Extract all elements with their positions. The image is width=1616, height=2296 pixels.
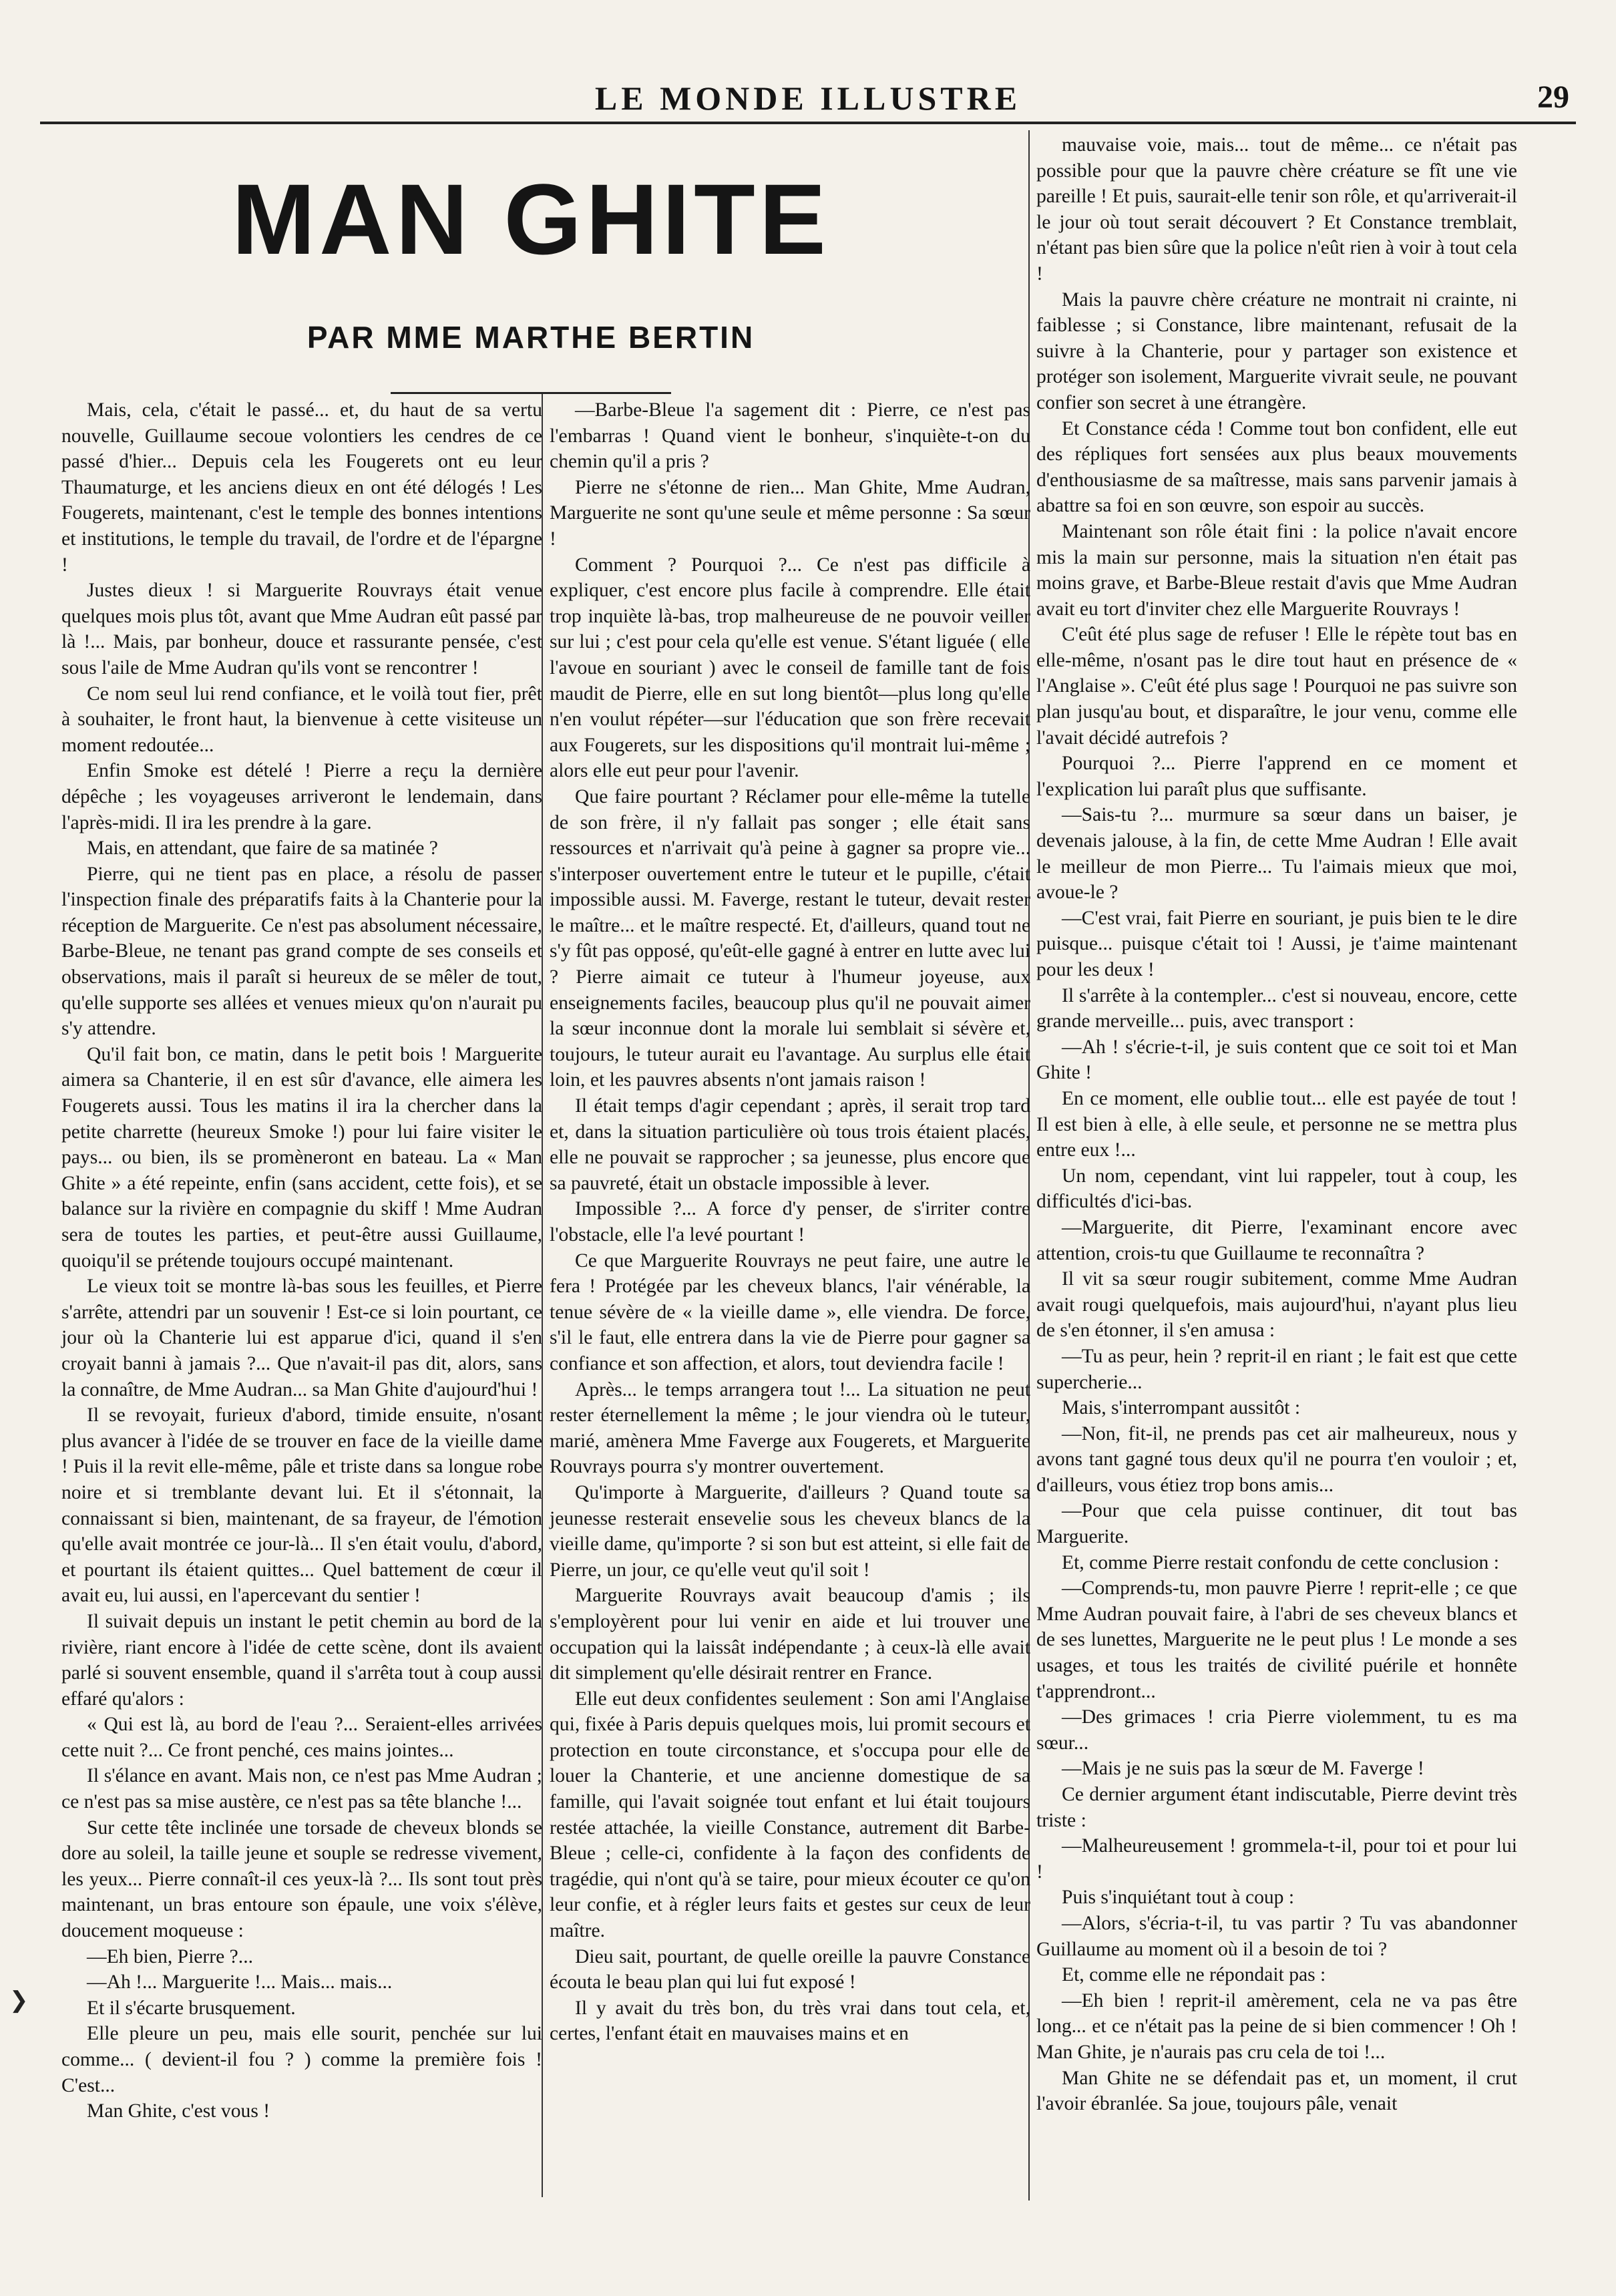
paragraph: Mais la pauvre chère créature ne montrait ni crainte, ni faiblesse ; si Constance, libre maintenant, refusait de la suivre à la Chanterie, pour y partager son existence et protéger son isolement, Marguerite vivrait seule, ne pouvant confier son secret à une étrangère. bbox=[1036, 289, 1517, 413]
paragraph: Dieu sait, pourtant, de quelle oreille la pauvre Constance écouta le beau plan qui lui fut exposé ! bbox=[550, 1945, 1030, 1993]
paragraph: Justes dieux ! si Marguerite Rouvrays était venue quelques mois plus tôt, avant que Mme Audran eût passé par là !... Mais, par bonheur, douce et rassurante pensée, c'est sous l'aile de Mme Audran qu'ils vont se rencontrer ! bbox=[61, 580, 542, 679]
text-column-1 bbox=[61, 397, 542, 2124]
page-number: 29 bbox=[1537, 79, 1569, 115]
paragraph: Le vieux toit se montre là-bas sous les feuilles, et Pierre s'arrête, attendri par un souvenir ! Est-ce si loin pourtant, ce jour où la Chanterie lui est apparue d'ici, quand il s'en croyait banni à jamais ?... Que n'avait-il pas dit, alors, sans la connaître, de Mme Audran... sa Man Ghite d'aujourd'hui ! bbox=[61, 1276, 542, 1400]
paragraph: —Barbe-Bleue l'a sagement dit : Pierre, ce n'est pas l'embarras ! Quand vient le bonheur, s'inquiète-t-on du chemin qu'il a pris ? bbox=[550, 399, 1030, 473]
paragraph: mauvaise voie, mais... tout de même... ce n'était pas possible pour que la pauvre chère créature se fît une vie pareille ! Et puis, saurait-elle tenir son rôle, et qu'arriverait-il le jour où tout serait découvert ? Et Constance tremblait, n'étant pas bien sûre que la police n'eût rien à voir à tout cela ! bbox=[1036, 134, 1517, 284]
paragraph: —Marguerite, dit Pierre, l'examinant encore avec attention, crois-tu que Guillaume te reconnaîtra ? bbox=[1036, 1216, 1517, 1264]
paragraph: Man Ghite, c'est vous ! bbox=[87, 2100, 270, 2122]
paragraph: Il vit sa sœur rougir subitement, comme Mme Audran avait rougi quelquefois, mais aujourd'hui, n'ayant plus lieu de s'en étonner, il s'en amusa : bbox=[1036, 1268, 1517, 1342]
paragraph: Il s'arrête à la contempler... c'est si nouveau, encore, cette grande merveille... puis, avec transport : bbox=[1036, 984, 1517, 1032]
paragraph: Et, comme elle ne répondait pas : bbox=[1062, 1964, 1326, 1986]
paragraph: Pierre ne s'étonne de rien... Man Ghite, Mme Audran, Marguerite ne sont qu'une seule et même personne : Sa sœur ! bbox=[550, 476, 1030, 550]
paragraph: Elle eut deux confidentes seulement : Son ami l'Anglaise qui, fixée à Paris depuis quelques mois, lui promit secours et protection en toute circonstance, et s'occupa pour elle de louer la Chanterie, et une ancienne domestique de sa famille, qui l'avait soignée tout enfant et lui était toujours restée attachée, la vieille Constance, autrement dit Barbe-Bleue ; celle-ci, confidente à la façon des confidents de tragédie, qui n'ont qu'à se taire, pour mieux écouter ce qu'on leur confie, et à régler leurs faits et gestes sur ceux de leur maître. bbox=[550, 1688, 1030, 1942]
paragraph: Que faire pourtant ? Réclamer pour elle-même la tutelle de son frère, il n'y fallait pas songer ; elle était sans ressources et n'arrivait qu'à peine à gagner sa propre vie... s'interposer ouvertement entre le tuteur et le pupille, c'était impossible aussi. M. Faverge, restant le tuteur, devait rester le maître... et le maître respecté. Et, d'ailleurs, quand tout ne s'y fût pas opposé, qu'eût-elle gagné à entrer en lutte avec lui ? Pierre aimait ce tuteur à l'humeur joyeuse, aux enseignements faciles, beaucoup plus qu'il ne pouvait aimer la sœur inconnue dont la morale lui semblait si sévère et, toujours, le tuteur aurait eu l'avantage. Au surplus elle était loin, et les pauvres absents n'ont jamais raison ! bbox=[550, 785, 1030, 1091]
paragraph: —Des grimaces ! cria Pierre violemment, tu es ma sœur... bbox=[1036, 1706, 1517, 1754]
paragraph: Et, comme Pierre restait confondu de cette conclusion : bbox=[1062, 1551, 1499, 1573]
paragraph: Ce nom seul lui rend confiance, et le voilà tout fier, prêt à souhaiter, le front haut, la bienvenue à cette visiteuse un moment redoutée... bbox=[61, 683, 542, 756]
article-byline: PAR MME MARTHE BERTIN bbox=[307, 319, 755, 355]
paragraph: —Malheureusement ! grommela-t-il, pour toi et pour lui ! bbox=[1036, 1835, 1517, 1883]
paragraph: —Non, fit-il, ne prends pas cet air malheureux, nous y avons tant gagné tous deux qu'il ne pourra t'en vouloir ; et, d'ailleurs, vous étiez trop bons amis... bbox=[1036, 1422, 1517, 1496]
paragraph: Maintenant son rôle était fini : la police n'avait encore mis la main sur personne, mais la situation n'en était pas moins grave, et Barbe-Bleue restait d'avis que Mme Audran avait eu tort d'inviter chez elle Marguerite Rouvrays ! bbox=[1036, 520, 1517, 620]
paragraph: Mais, cela, c'était le passé... et, du haut de sa vertu nouvelle, Guillaume secoue volontiers les cendres de ce passé d'hier... Depuis cela les Fougerets ont eu leur Thaumaturge, et les anciens dieux en ont été délogés ! Les Fougerets, maintenant, c'est le temple des bonnes intentions et institutions, le temple du travail, de l'ordre et de l'épargne ! bbox=[61, 399, 542, 576]
running-header bbox=[47, 79, 1569, 126]
paragraph: —Comprends-tu, mon pauvre Pierre ! reprit-elle ; ce que Mme Audran pouvait faire, à l'abri de ses cheveux blancs et de ses lunettes, Marguerite ne le peut plus ! Le monde a ses usages, et tous les traités de civilité puérile et honnête t'apprendront... bbox=[1036, 1577, 1517, 1702]
paragraph: —Tu as peur, hein ? reprit-il en riant ; le fait est que cette supercherie... bbox=[1036, 1345, 1517, 1393]
paragraph: Il se revoyait, furieux d'abord, timide ensuite, n'osant plus avancer à l'idée de se trouver en face de la vieille dame ! Puis il la revit elle-même, pâle et triste dans sa longue robe noire et si tremblante devant lui. Et il s'étonnait, la connaissant si bien, maintenant, de sa frayeur, de l'émotion qu'elle avait montrée ce jour-là... Il s'en était voulu, d'abord, et pourtant ils étaient quittes... Quel battement de cœur il avait eu, lui aussi, en l'apercevant du sentier ! bbox=[61, 1404, 542, 1607]
text-column-3 bbox=[1036, 132, 1517, 2117]
paragraph: Sur cette tête inclinée une torsade de cheveux blonds se dore au soleil, la taille jeune et souple se redresse vivement, les yeux... Pierre connaît-il ces yeux-là ?... Ils sont tout près maintenant, un bras entoure son épaule, une voix s'élève, doucement moqueuse : bbox=[61, 1816, 542, 1942]
paragraph: Ce que Marguerite Rouvrays ne peut faire, une autre le fera ! Protégée par les cheveux blancs, l'air vénérable, la tenue sévère de « la vieille dame », elle viendra. De force, s'il le faut, elle entrera dans la vie de Pierre pour gagner sa confiance et son affection, et alors, tout deviendra facile ! bbox=[550, 1250, 1030, 1374]
paragraph: Comment ? Pourquoi ?... Ce n'est pas difficile à expliquer, c'est encore plus facile à comprendre. Elle était trop inquiète là-bas, trop malheureuse de ne pouvoir veiller sur lui ; c'est pour cela qu'elle est venue. S'étant liguée ( elle l'avoue en souriant ) avec le conseil de famille tant de fois maudit de Pierre, elle en sut long bientôt—plus long qu'elle n'en voulut répéter—sur l'éducation que son frère recevait aux Fougerets, sur les dispositions qu'il montrait lui-même ; alors elle eut peur pour l'avenir. bbox=[550, 554, 1030, 782]
paragraph: Marguerite Rouvrays avait beaucoup d'amis ; ils s'employèrent pour lui venir en aide et lui trouver une occupation qui la laissât indépendante ; à ceux-là elle avait dit simplement qu'elle désirait rentrer en France. bbox=[550, 1585, 1030, 1684]
paragraph: Il suivait depuis un instant le petit chemin au bord de la rivière, riant encore à l'idée de cette scène, dont ils avaient parlé si souvent ensemble, quand il s'arrêta tout à coup aussi effaré qu'alors : bbox=[61, 1610, 542, 1710]
paragraph: Après... le temps arrangera tout !... La situation ne peut rester éternellement la même ; le jour viendra où le tuteur, marié, amènera Mme Faverge aux Fougerets, et Marguerite Rouvrays pourra s'y montrer ouvertement. bbox=[550, 1378, 1030, 1478]
paragraph: —Ah !... Marguerite !... Mais... mais... bbox=[87, 1971, 393, 1993]
paragraph: —Pour que cela puisse continuer, dit tout bas Marguerite. bbox=[1036, 1500, 1517, 1548]
paragraph: Elle pleure un peu, mais elle sourit, penchée sur lui comme... ( devient-il fou ? ) comme la première fois ! C'est... bbox=[61, 2023, 542, 2096]
paragraph: Ce dernier argument étant indiscutable, Pierre devint très triste : bbox=[1036, 1784, 1517, 1831]
paragraph: —C'est vrai, fait Pierre en souriant, je puis bien te le dire puisque... puisque c'était toi ! Aussi, je t'aime maintenant pour les deux ! bbox=[1036, 907, 1517, 980]
paragraph: Il y avait du très bon, du très vrai dans tout cela, et, certes, l'enfant était en mauvaises mains et en bbox=[550, 1997, 1030, 2045]
paragraph: —Sais-tu ?... murmure sa sœur dans un baiser, je devenais jalouse, à la fin, de cette Mme Audran ! Elle avait le meilleur de mon Pierre... Tu l'aimais mieux que moi, avoue-le ? bbox=[1036, 804, 1517, 904]
journal-title: LE MONDE ILLUSTRE bbox=[594, 79, 1022, 117]
paragraph: Un nom, cependant, vint lui rappeler, tout à coup, les difficultés d'ici-bas. bbox=[1036, 1165, 1517, 1213]
paragraph: « Qui est là, au bord de l'eau ?... Seraient-elles arrivées cette nuit ?... Ce front penché, ces mains jointes... bbox=[61, 1714, 542, 1761]
paragraph: Enfin Smoke est dételé ! Pierre a reçu la dernière dépêche ; les voyageuses arriveront le lendemain, dans l'après-midi. Il ira les prendre à la gare. bbox=[61, 760, 542, 833]
article-title-block bbox=[60, 163, 1002, 394]
paragraph: Qu'importe à Marguerite, d'ailleurs ? Quand toute sa jeunesse resterait ensevelie sous les cheveux blancs de la vieille dame, qu'importe ? si son but est atteint, si elle fait de Pierre, un jour, ce qu'elle veut qu'il soit ! bbox=[550, 1481, 1030, 1581]
margin-mark: ❯ bbox=[9, 1988, 29, 2013]
paragraph: Il était temps d'agir cependant ; après, il serait trop tard et, dans la situation particulière où tous trois étaient placés, elle ne pouvait se rapprocher ; sa jeunesse, plus encore que sa pauvreté, était un obstacle impossible à lever. bbox=[550, 1095, 1030, 1194]
paragraph: —Eh bien ! reprit-il amèrement, cela ne va pas être long... et ce n'était pas la peine de si bien commencer ! Oh ! Man Ghite, je n'aurais pas cru cela de toi !... bbox=[1036, 1989, 1517, 2063]
paragraph: Et Constance céda ! Comme tout bon confident, elle eut des répliques fort sensées aux plus beaux mouvements d'enthousiasme de sa maîtresse, mais sans parvenir jamais à abattre sa foi en son œuvre, son espoir au succès. bbox=[1036, 417, 1517, 517]
text-column-2 bbox=[550, 397, 1030, 2047]
paragraph: Pourquoi ?... Pierre l'apprend en ce moment et l'explication lui paraît plus que suffisante. bbox=[1036, 753, 1517, 800]
title-rule bbox=[391, 392, 671, 394]
paragraph: Qu'il fait bon, ce matin, dans le petit bois ! Marguerite aimera sa Chanterie, il en est sûr d'avance, elle aimera les Fougerets aussi. Tous les matins il ira la chercher dans la petite charrette (heureux Smoke !) pour lui faire visiter le pays... ou bien, ils se promèneront en bateau. La « Man Ghite » a été repeinte, enfin (sans accident, cette fois), et se balance sur la rivière en compagnie du skiff ! Mme Audran sera de toutes les parties, et peut-être aussi Guillaume, quoiqu'il se prétende toujours occupé maintenant. bbox=[61, 1043, 542, 1272]
paragraph: Il s'élance en avant. Mais non, ce n'est pas Mme Audran ; ce n'est pas sa mise austère, ce n'est pas sa tête blanche !... bbox=[61, 1765, 542, 1813]
paragraph: Mais, s'interrompant aussitôt : bbox=[1062, 1397, 1301, 1419]
article-title: MAN GHITE bbox=[232, 163, 830, 275]
paragraph: Puis s'inquiétant tout à coup : bbox=[1062, 1887, 1295, 1909]
paragraph: Pierre, qui ne tient pas en place, a résolu de passer l'inspection finale des préparatifs faits à la Chanterie pour la réception de Marguerite. Ce n'est pas absolument nécessaire, Barbe-Bleue, ne tenant pas grand compte de ses conseils et observations, mais il paraît si heureux de se mêler de tout, qu'elle supporte ses allées et venues mieux qu'on n'aurait pu s'y attendre. bbox=[61, 863, 542, 1040]
paragraph: En ce moment, elle oublie tout... elle est payée de tout ! Il est bien à elle, à elle seule, et personne ne se mettra plus entre eux !... bbox=[1036, 1087, 1517, 1161]
paragraph: Et il s'écarte brusquement. bbox=[87, 1997, 296, 2019]
paragraph: Man Ghite ne se défendait pas et, un moment, il crut l'avoir ébranlée. Sa joue, toujours pâle, venait bbox=[1036, 2067, 1517, 2115]
paragraph: Mais, en attendant, que faire de sa matinée ? bbox=[87, 837, 438, 859]
paragraph: —Alors, s'écria-t-il, tu vas partir ? Tu vas abandonner Guillaume au moment où il a besoin de toi ? bbox=[1036, 1912, 1517, 1960]
paragraph: C'eût été plus sage de refuser ! Elle le répète tout bas en elle-même, n'osant pas le dire tout haut en présence de « l'Anglaise ». C'eût été plus sage ! Pourquoi ne pas suivre son plan jusqu'au bout, et disparaître, le jour venu, comme elle l'avait décidé autrefois ? bbox=[1036, 624, 1517, 749]
paragraph: —Eh bien, Pierre ?... bbox=[87, 1945, 254, 1967]
header-rule bbox=[40, 122, 1576, 124]
paragraph: —Ah ! s'écrie-t-il, je suis content que ce soit toi et Man Ghite ! bbox=[1036, 1036, 1517, 1084]
paragraph: —Mais je ne suis pas la sœur de M. Faverge ! bbox=[1062, 1758, 1424, 1780]
paragraph: Impossible ?... A force d'y penser, de s'irriter contre l'obstacle, elle l'a levé pourtant ! bbox=[550, 1198, 1030, 1246]
